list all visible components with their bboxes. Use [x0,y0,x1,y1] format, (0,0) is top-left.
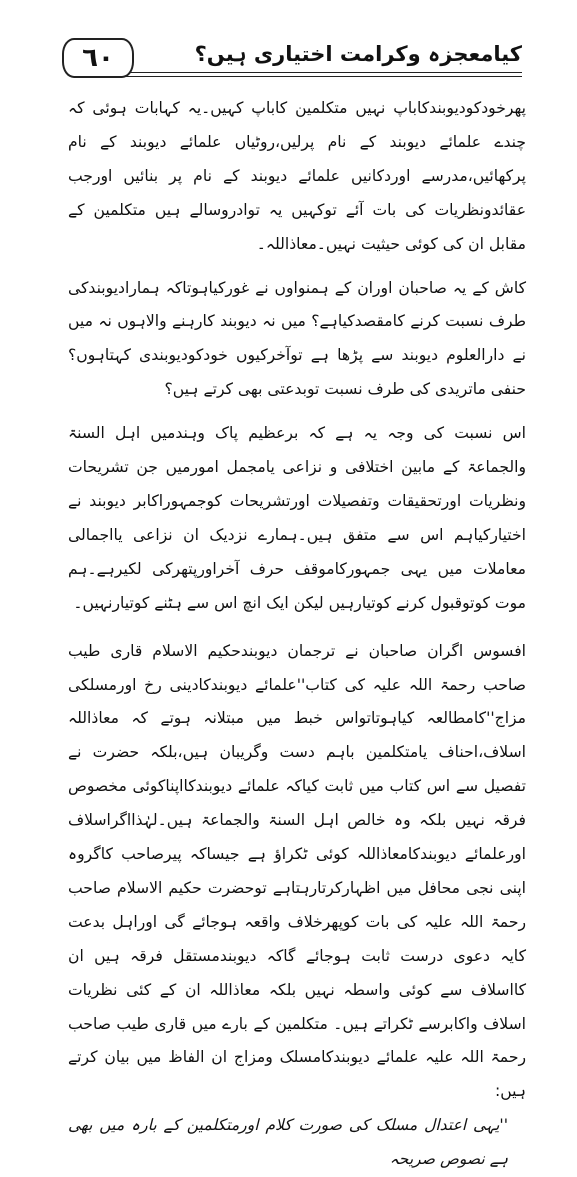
header-rule-bottom [92,76,522,77]
page-number: ٦٠ [82,43,114,73]
block-quote: ''یہی اعتدال مسلک کی صورت کلام اورمتکلمین کے بارہ میں بھی ہے نصوص صریحہ [68,1116,508,1169]
page-header [62,36,522,86]
chapter-title: کیامعجزہ وکرامت اختیاری ہیں؟ [194,42,522,66]
page-body [68,92,526,1177]
paragraph-1: پھرخودکودیوبندکاباپ نہیں متکلمین کاباپ کہیں۔یہ کہابات ہوئی کہ چندے علمائے دیوبند کے نام پرلیں،روٹیاں علمائے دیوبند کے نام پرکھائیں،مدرسے اوردکانیں علمائے دیوبند کے نام پر بنائیں اورجب عقائدونظریات کی بات آئے توکہیں یہ توادروسالے ہیں متکلمین کے مقابل ان کی کوئی حیثیت نہیں۔معاذاللہ۔ [68,99,526,253]
paragraph-3: اس نسبت کی وجہ یہ ہے کہ برعظیم پاک وہندمیں اہل السنۃ والجماعۃ کے مابین اختلافی و نزاعی یامجمل امورمیں جن تشریحات ونظریات اورتحقیقات وتفصیلات اورتشریحات کوجمہوراکابر دیوبند نے اختیارکیاہم اس سے متفق ہیں۔ہمارے نزدیک ان نزاعی یااجمالی معاملات میں یہی جمہورکاموقف حرف آخراورپتھرکی لکیرہے۔ہم موت کوتوقبول کرنے کوتیارہیں لیکن ایک انچ اس سے ہٹنے کوتیارنہیں۔ [68,424,526,612]
paragraph-2: کاش کے یہ صاحبان اوران کے ہمنواوں نے غورکیاہوتاکہ ہمارادیوبندکی طرف نسبت کرنے کامقصدکیاہے؟ میں نہ دیوبند کارہنے والاہوں نہ میں نے دارالعلوم دیوبند سے پڑھا ہے توآخرکیوں خودکودیوبندی کہتاہوں؟حنفی ماتریدی کی طرف نسبت توبدعتی بھی کرتے ہیں؟ [68,278,526,399]
paragraph-4: افسوس اگران صاحبان نے ترجمان دیوبندحکیم الاسلام قاری طیب صاحب رحمۃ اللہ علیہ کی کتاب''علمائے دیوبندکادینی رخ اورمسلکی مزاج''کامطالعہ کیاہوتاتواس خبط میں مبتلانہ ہوتے کہ معاذاللہ اسلاف،احناف یامتکلمین باہم دست وگریبان ہیں،بلکہ حضرت نے تفصیل سے اس کتاب میں ثابت کیاکہ علمائے دیوبندکااپناکوئی مخصوص فرقہ نہیں بلکہ وہ خالص اہل السنۃ والجماعۃ ہیں۔لہٰذااگراسلاف اورعلمائے دیوبندکامعاذاللہ کوئی ٹکراؤ ہے جیساکہ پیرصاحب کاگروہ اپنی نجی محافل میں اظہارکرتارہتاہے توحضرت حکیم الاسلام صاحب رحمۃ اللہ علیہ کی بات کوپھرخلاف واقعہ ہوجائے گی اوراہل بدعت کایہ دعوی درست ثابت ہوجائے گاکہ دیوبندمستقل فرقہ ہیں ان کااسلاف سے کوئی واسطہ نہیں بلکہ معاذاللہ ان کے کئی نظریات اسلاف واکابرسے ٹکراتے ہیں۔ متکلمین کے بارے میں قاری طیب صاحب رحمۃ اللہ علیہ علمائے دیوبندکامسلک ومزاج ان الفاظ میں بیان کرتے ہیں: [68,641,526,1101]
header-rule-top [92,72,522,73]
page-number-box [62,38,134,78]
